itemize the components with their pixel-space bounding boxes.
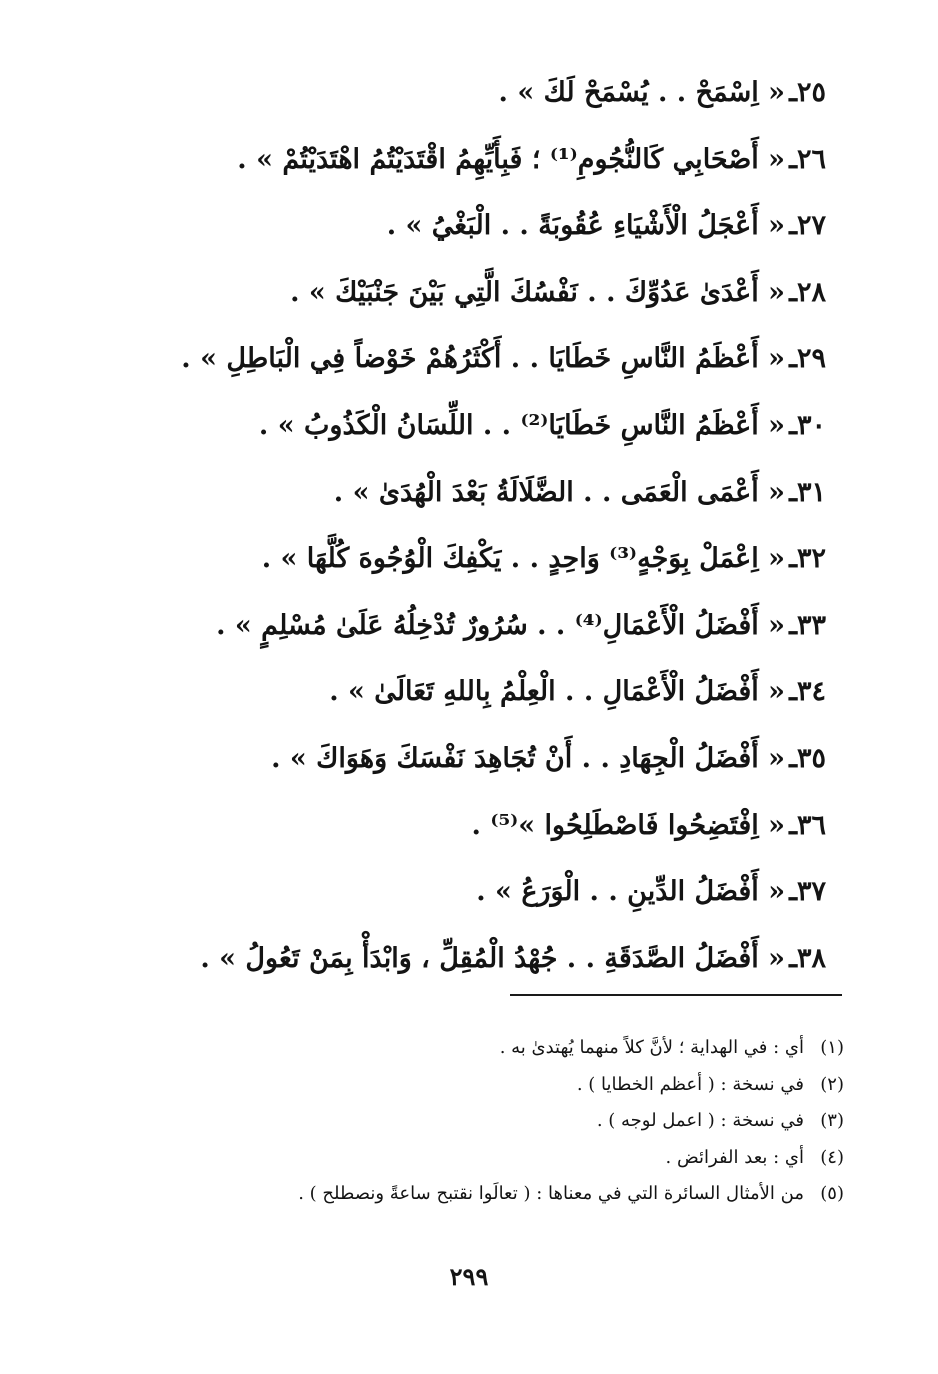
entry-text: « أَعْظَمُ النَّاسِ خَطَايَا⁽²⁾ . . اللِّسَانُ الْكَذُوبُ » . [258, 409, 786, 441]
entry-number: ٢٥ـ [789, 77, 826, 108]
page-number: ٢٩٩ [449, 1262, 489, 1291]
entry-number: ٣٦ـ [789, 809, 826, 841]
proverb-entry [106, 526, 826, 593]
entry-number: ٣٨ـ [789, 942, 826, 974]
entry-text: « أَفْضَلُ الدِّينِ . . الْوَرَعُ » . [476, 876, 786, 908]
footnote [104, 1067, 844, 1104]
entry-text: « اِفْتَضِحُوا فَاصْطَلِحُوا »⁽⁵⁾ . [471, 809, 786, 841]
entry-text: « أَفْضَلُ الْأَعْمَالِ . . الْعِلْمُ بِاللهِ تَعَالَىٰ » . [329, 676, 786, 708]
entry-number: ٣٤ـ [789, 676, 826, 708]
entry-text: « أَفْضَلُ الصَّدَقَةِ . . جُهْدُ الْمُقِلِّ ، وَابْدَأْ بِمَنْ تَعُولُ » . [200, 942, 786, 974]
proverb-entry [106, 793, 826, 860]
entry-text: « أَعْمَى الْعَمَى . . الضَّلَالَةُ بَعْدَ الْهُدَىٰ » . [333, 476, 786, 508]
footnotes [104, 1030, 844, 1213]
proverb-entry [106, 193, 826, 260]
proverb-entry [106, 393, 826, 460]
entry-text: « اِعْمَلْ بِوَجْهٍ⁽³⁾ وَاحِدٍ . . يَكْفِكَ الْوُجُوهَ كُلَّهَا » . [261, 543, 786, 575]
entry-number: ٢٧ـ [789, 210, 826, 242]
footnote-divider [510, 994, 842, 996]
proverb-entry [106, 726, 826, 793]
entry-number: ٢٦ـ [789, 143, 826, 175]
footnote-text: أي : في الهداية ؛ لأنَّ كلاً منهما يُهتدىٰ به . [499, 1037, 804, 1058]
footnote-mark: (١) [820, 1037, 844, 1058]
proverb-list [106, 60, 826, 992]
proverb-entry [106, 593, 826, 660]
entry-number: ٣٢ـ [789, 543, 826, 575]
entry-text: « أَفْضَلُ الْجِهَادِ . . أَنْ تُجَاهِدَ نَفْسَكَ وَهَوَاكَ » . [271, 742, 786, 774]
entry-number: ٣٧ـ [789, 876, 826, 908]
entry-number: ٣٥ـ [789, 742, 826, 774]
entry-text: « أَصْحَابِي كَالنُّجُومِ⁽¹⁾ ؛ فَبِأَيِّهِمُ اقْتَدَيْتُمُ اهْتَدَيْتُمْ » . [237, 143, 786, 175]
entry-text: « اِسْمَحْ . . يُسْمَحْ لَكَ » . [498, 77, 786, 108]
proverb-entry [106, 859, 826, 926]
entry-number: ٣١ـ [789, 476, 826, 508]
proverb-entry [106, 326, 826, 393]
proverb-entry [106, 60, 826, 127]
entry-number: ٣٠ـ [789, 409, 826, 441]
footnote-text: من الأمثال السائرة التي في معناها : ( تعالَوا نقتبح ساعةً ونصطلح ) . [298, 1183, 804, 1204]
footnote [104, 1030, 844, 1067]
entry-text: « أَعْدَىٰ عَدُوِّكَ . . نَفْسُكَ الَّتِي بَيْنَ جَنْبَيْكَ » . [290, 276, 786, 308]
footnote-mark: (٢) [820, 1073, 844, 1095]
entry-text: « أَفْضَلُ الْأَعْمَالِ⁽⁴⁾ . . سُرُورٌ تُدْخِلُهُ عَلَىٰ مُسْلِمٍ » . [216, 609, 786, 641]
proverb-entry [106, 127, 826, 194]
proverb-entry [106, 926, 826, 993]
entry-number: ٢٩ـ [789, 343, 826, 375]
entry-number: ٢٨ـ [789, 276, 826, 308]
footnote-text: في نسخة : ( اعمل لوجه ) . [596, 1110, 804, 1131]
proverb-entry [106, 460, 826, 527]
proverb-entry [106, 260, 826, 327]
footnote-mark: (٣) [820, 1110, 844, 1131]
footnote-text: في نسخة : ( أعظم الخطايا ) . [576, 1073, 804, 1095]
footnote-mark: (٤) [820, 1146, 844, 1168]
entry-number: ٣٣ـ [789, 609, 826, 641]
proverb-entry [106, 659, 826, 726]
footnote [104, 1103, 844, 1140]
footnote-text: أي : بعد الفرائض . [665, 1146, 804, 1168]
footnote [104, 1140, 844, 1177]
entry-text: « أَعْجَلُ الْأَشْيَاءِ عُقُوبَةً . . الْبَغْيُ » . [386, 210, 786, 242]
entry-text: « أَعْظَمُ النَّاسِ خَطَايَا . . أَكْثَرُهُمْ خَوْضاً فِي الْبَاطِلِ » . [181, 343, 786, 375]
footnote [104, 1176, 844, 1213]
footnote-mark: (٥) [820, 1183, 844, 1204]
